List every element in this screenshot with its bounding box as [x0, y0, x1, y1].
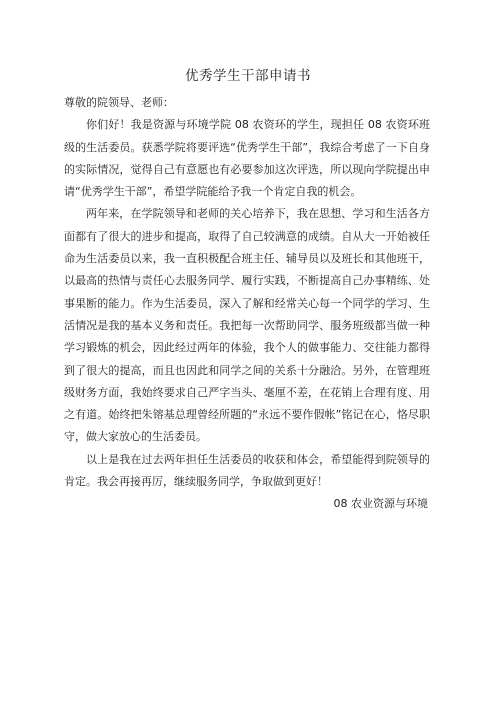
- document-title: 优秀学生干部申请书: [185, 68, 311, 84]
- document-body: [64, 92, 430, 516]
- signature: 08 农业资源与环境: [333, 497, 428, 511]
- paragraph-experience: 两年来，在学院领导和老师的关心培养下，我在思想、学习和生活各方面都有了很大的进步和提高，取得了自己较满意的成绩。自从大一开始被任命为生活委员以来，我一直积极配合班主任、辅导员以及班长和其他班干，以最高的热情与责任心去服务同学、履行实践，不断提高自己办事精练、处事果断的能力。作为生活委员，深入了解和经常关心每一个同学的学习、生活情况是我的基本义务和责任。我把每一次帮助同学、服务班级都当做一种学习锻炼的机会，因此经过两年的体验，我个人的做事能力、交往能力都得到了很大的提高，而且也因此和同学之间的关系十分融洽。另外，在管理班级财务方面，我始终要求自己严字当头、毫厘不差，在花销上合理有度、用之有道。始终把朱镕基总理曾经所题的“永远不要作假帐”铭记在心，恪尽职守，做大家放心的生活委员。: [64, 207, 430, 444]
- paragraph-intro: 你们好！我是资源与环境学院 08 农资环的学生，现担任 08 农资环班级的生活委员。获悉学院将要评选“优秀学生干部”，我综合考虑了一下自身的实际情况，觉得自己有意愿也有必要参加这次评选，所以现向学院提出申请“优秀学生干部”，希望学院能给予我一个肯定自我的机会。: [64, 118, 430, 199]
- salutation: 尊敬的院领导、老师：: [64, 96, 174, 109]
- paragraph-conclusion: 以上是我在过去两年担任生活委员的收获和体会，希望能得到院领导的肯定。我会再接再厉，继续服务同学，争取做到更好！: [64, 452, 430, 489]
